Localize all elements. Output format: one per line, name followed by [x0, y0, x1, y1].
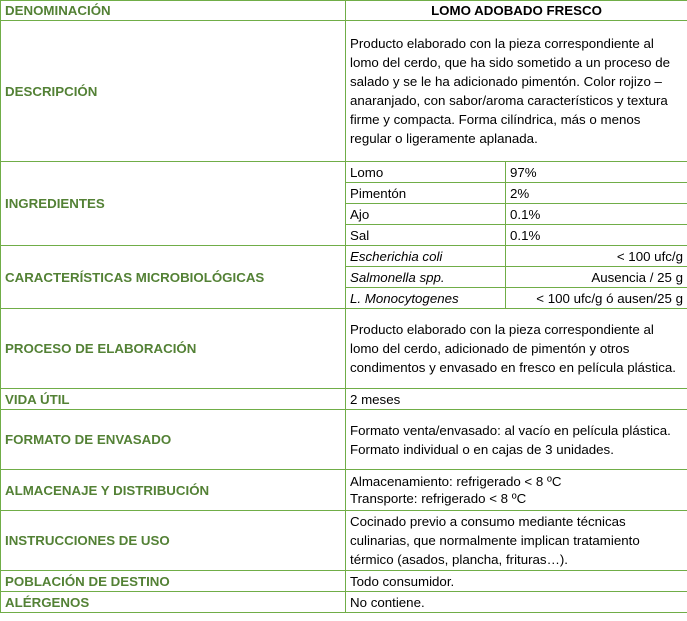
label-alergenos: ALÉRGENOS: [1, 592, 346, 613]
value-poblacion: Todo consumidor.: [346, 571, 687, 592]
label-vida-util: VIDA ÚTIL: [1, 389, 346, 410]
value-vida-util: 2 meses: [346, 389, 687, 410]
ingredient-value: 97%: [506, 162, 687, 183]
row-microbiologicas: [1, 246, 687, 267]
formato-line-1: Formato venta/envasado: al vacío en película plástica.: [350, 422, 671, 438]
value-denominacion: LOMO ADOBADO FRESCO: [346, 1, 687, 21]
label-instrucciones: INSTRUCCIONES DE USO: [1, 511, 346, 571]
label-formato: FORMATO DE ENVASADO: [1, 410, 346, 470]
row-descripcion: [1, 21, 687, 162]
row-ingredientes: [1, 162, 687, 183]
value-descripcion: Producto elaborado con la pieza correspondiente al lomo del cerdo, que ha sido sometido a un proceso de salado y se le ha adicionado pimentón. Color rojizo – anaranjado, con sabor/aroma característicos y textura firme y compacta. Forma cilíndrica, más o menos regular o ligeramente aplanada.: [346, 21, 687, 162]
row-formato: [1, 410, 687, 470]
row-proceso: [1, 309, 687, 389]
almacenaje-line-2: Transporte: refrigerado < 8 ºC: [350, 491, 527, 506]
value-alergenos: No contiene.: [346, 592, 687, 613]
value-instrucciones: Cocinado previo a consumo mediante técnicas culinarias, que normalmente implican tratamiento térmico (asados, plancha, frituras…).: [346, 511, 687, 571]
microbe-name: Escherichia coli: [346, 246, 506, 267]
almacenaje-line-1: Almacenamiento: refrigerado < 8 ºC: [350, 474, 562, 489]
microbe-limit: < 100 ufc/g: [506, 246, 687, 267]
label-poblacion: POBLACIÓN DE DESTINO: [1, 571, 346, 592]
formato-line-2: Formato individual o en cajas de 3 unidades.: [350, 441, 614, 457]
microbe-limit: < 100 ufc/g ó ausen/25 g: [506, 288, 687, 309]
ingredient-name: Ajo: [346, 204, 506, 225]
microbe-name: L. Monocytogenes: [346, 288, 506, 309]
label-microbiologicas: CARACTERÍSTICAS MICROBIOLÓGICAS: [1, 246, 346, 309]
row-alergenos: [1, 592, 687, 613]
row-poblacion: [1, 571, 687, 592]
value-formato: [346, 410, 687, 470]
ingredient-value: 2%: [506, 183, 687, 204]
ingredient-name: Sal: [346, 225, 506, 246]
row-almacenaje: [1, 470, 687, 511]
label-proceso: PROCESO DE ELABORACIÓN: [1, 309, 346, 389]
value-almacenaje: [346, 470, 687, 511]
ingredient-name: Pimentón: [346, 183, 506, 204]
row-vida-util: [1, 389, 687, 410]
ingredient-value: 0.1%: [506, 204, 687, 225]
label-almacenaje: ALMACENAJE Y DISTRIBUCIÓN: [1, 470, 346, 511]
label-ingredientes: INGREDIENTES: [1, 162, 346, 246]
microbe-name: Salmonella spp.: [346, 267, 506, 288]
value-proceso: Producto elaborado con la pieza correspondiente al lomo del cerdo, adicionado de pimentón y otros condimentos y envasado en fresco en película plástica.: [346, 309, 687, 389]
label-denominacion: DENOMINACIÓN: [1, 1, 346, 21]
ingredient-name: Lomo: [346, 162, 506, 183]
label-descripcion: DESCRIPCIÓN: [1, 21, 346, 162]
row-instrucciones: [1, 511, 687, 571]
ingredient-value: 0.1%: [506, 225, 687, 246]
microbe-limit: Ausencia / 25 g: [506, 267, 687, 288]
row-denominacion: [1, 1, 687, 21]
